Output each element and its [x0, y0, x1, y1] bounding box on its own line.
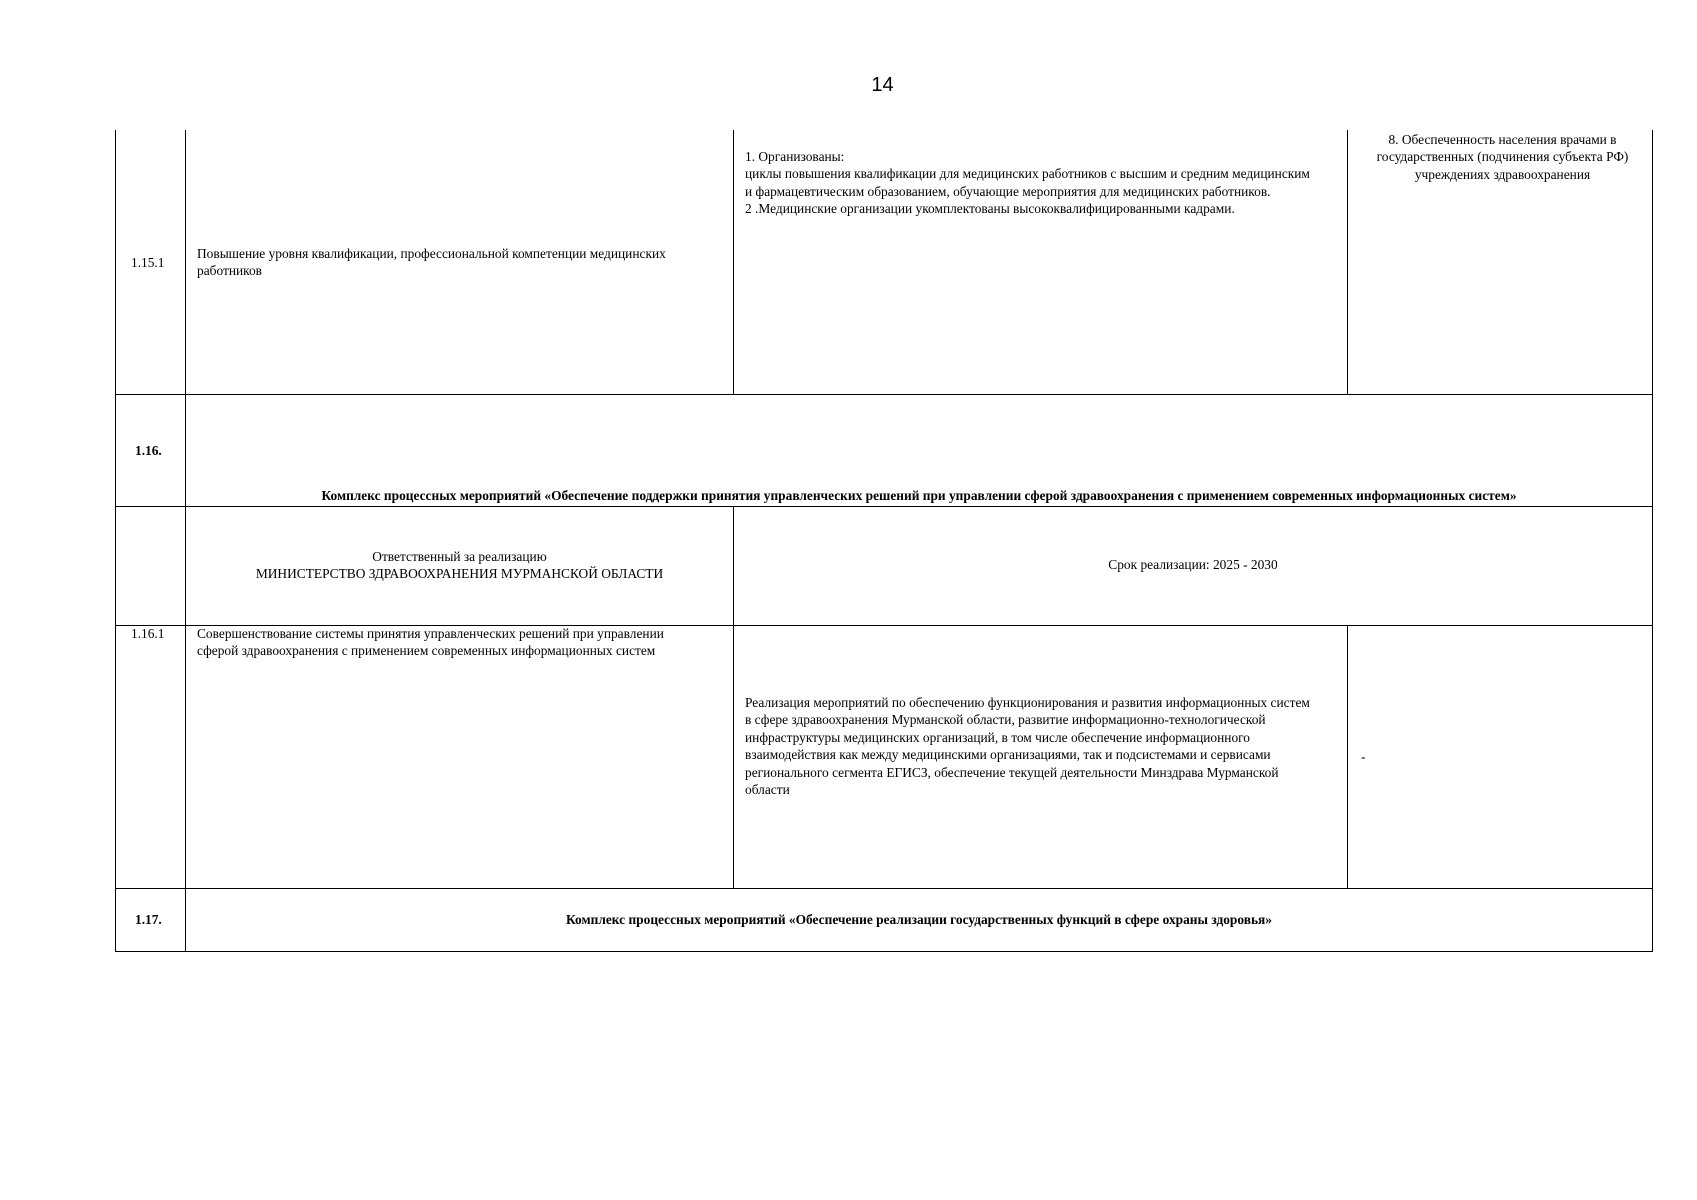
indicator: 8. Обеспеченность населения врачами в государственных (подчинения субъекта РФ) учреждениях здравоохранения	[1376, 132, 1629, 182]
task-description: Совершенствование системы принятия управленческих решений при управлении сферой здравоохранения с применением современных информационных систем	[197, 626, 664, 659]
page-number: 14	[871, 74, 894, 96]
table-col-divider-result	[1347, 625, 1348, 888]
table-border-right	[1652, 130, 1653, 952]
expected-result: Реализация мероприятий по обеспечению функционирования и развития информационных систем в сфере здравоохранения Мурманской области, развитие информационно-технологической инфраструктуры медицинских организаций, в том числе обеспечение информационного взаимодействия как между медицинскими организациями, так и подсистемами и сервисами регионального сегмента ЕГИСЗ, обеспечение текущей деятельности Минздрава Мурманской области	[745, 695, 1310, 798]
table-col-divider-result	[1347, 130, 1348, 394]
table-col-divider-task	[733, 130, 734, 394]
section-number: 1.17.	[135, 912, 162, 927]
section-title: Комплекс процессных мероприятий «Обеспечение реализации государственных функций в сфере охраны здоровья»	[566, 912, 1272, 927]
row-number: 1.15.1	[131, 255, 165, 270]
responsible-label: Ответственный за реализацию	[372, 549, 547, 564]
table-row-divider	[115, 506, 1653, 507]
table-border-left	[115, 130, 116, 952]
expected-result: 1. Организованы: циклы повышения квалификации для медицинских работников с высшим и средним медицинским и фармацевтическим образованием, обучающие мероприятия для медицинских работников. 2 .Медицинские организации укомплектованы высококвалифицированными кадрами.	[745, 149, 1310, 217]
section-title: Комплекс процессных мероприятий «Обеспечение поддержки принятия управленческих решений при управлении сферой здравоохранения с применением современных информационных систем»	[321, 488, 1517, 503]
table-border-bottom	[115, 951, 1653, 952]
table-row-divider	[115, 888, 1653, 889]
table-col-divider-num	[185, 130, 186, 952]
indicator: -	[1361, 749, 1366, 764]
implementation-term: Срок реализации: 2025 - 2030	[1108, 557, 1278, 572]
table-row-divider	[115, 394, 1653, 395]
section-number: 1.16.	[135, 443, 162, 458]
row-number: 1.16.1	[131, 626, 165, 641]
task-description: Повышение уровня квалификации, профессиональной компетенции медицинских работников	[197, 246, 666, 279]
responsible-organization: МИНИСТЕРСТВО ЗДРАВООХРАНЕНИЯ МУРМАНСКОЙ ОБЛАСТИ	[255, 566, 664, 581]
